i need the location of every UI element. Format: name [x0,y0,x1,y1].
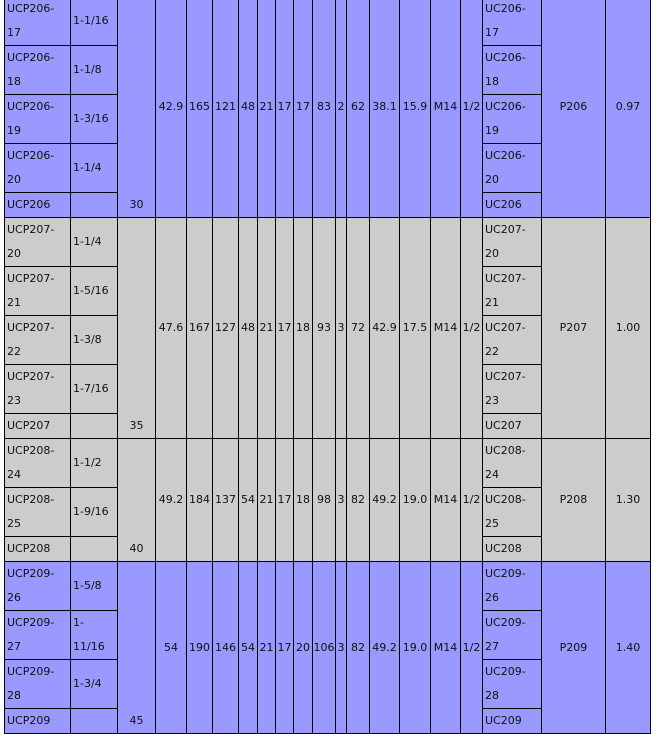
bore-inch-cell: 1-1/4 [71,218,118,267]
bore-mm-cell: 35 [118,218,156,439]
insert-number-cell: UC206- 17 [483,0,542,46]
group-ucp207 [5,218,651,439]
dim-a-cell: 165 [187,0,213,218]
bore-inch-cell: 1-9/16 [71,488,118,537]
dim-s1-cell: 21 [258,562,276,734]
insert-number-cell: UC207 [483,414,542,439]
dim-n-cell: 19.0 [400,439,431,562]
insert-number-cell: UC208- 25 [483,488,542,537]
dim-bolt-cell: M14 [431,0,461,218]
dim-bolt-cell: M14 [431,562,461,734]
table-row [5,218,651,267]
dim-h-cell: 54 [156,562,187,734]
insert-number-cell: UC209 [483,709,542,734]
part-number-cell: UCP206- 17 [5,0,71,46]
bore-inch-cell [71,709,118,734]
weight-cell: 1.00 [606,218,651,439]
bore-inch-cell: 1-1/4 [71,144,118,193]
dim-e-cell: 146 [213,562,239,734]
weight-cell: 1.40 [606,562,651,734]
part-number-cell: UCP206- 20 [5,144,71,193]
dim-inch-cell: 1/2 [461,218,483,439]
table-row [5,439,651,488]
insert-number-cell: UC209- 26 [483,562,542,611]
part-number-cell: UCP208 [5,537,71,562]
bore-inch-cell: 1-1/8 [71,46,118,95]
dim-l-cell: 72 [347,218,370,439]
dim-b-cell: 48 [239,218,258,439]
bore-inch-cell [71,414,118,439]
part-number-cell: UCP208- 25 [5,488,71,537]
dim-b-cell: 48 [239,0,258,218]
dim-e-cell: 137 [213,439,239,562]
part-number-cell: UCP208- 24 [5,439,71,488]
dim-w-cell: 3 [336,218,347,439]
dim-h1-cell: 49.2 [370,562,400,734]
dim-s1-cell: 21 [258,439,276,562]
housing-cell: P207 [542,218,606,439]
bore-inch-cell: 1- 11/16 [71,611,118,660]
dim-bolt-cell: M14 [431,218,461,439]
dim-h1-cell: 42.9 [370,218,400,439]
dim-j-cell: 106 [313,562,336,734]
dim-g-cell: 18 [294,218,313,439]
dim-w-cell: 3 [336,439,347,562]
dim-w-cell: 3 [336,562,347,734]
bore-mm-cell: 45 [118,562,156,734]
dim-bolt-cell: M14 [431,439,461,562]
dim-l-cell: 82 [347,562,370,734]
bore-inch-cell: 1-5/8 [71,562,118,611]
bore-inch-cell: 1-3/8 [71,316,118,365]
insert-number-cell: UC209- 27 [483,611,542,660]
dim-j-cell: 83 [313,0,336,218]
table-row [5,562,651,611]
bore-mm-cell: 30 [118,0,156,218]
dim-inch-cell: 1/2 [461,562,483,734]
dim-inch-cell: 1/2 [461,0,483,218]
insert-number-cell: UC209- 28 [483,660,542,709]
dim-s2-cell: 17 [276,562,294,734]
weight-cell: 1.30 [606,439,651,562]
group-ucp208 [5,439,651,562]
part-number-cell: UCP207- 22 [5,316,71,365]
dim-j-cell: 98 [313,439,336,562]
part-number-cell: UCP207- 21 [5,267,71,316]
dim-a-cell: 190 [187,562,213,734]
dim-s1-cell: 21 [258,0,276,218]
insert-number-cell: UC207- 23 [483,365,542,414]
dim-g-cell: 17 [294,0,313,218]
part-number-cell: UCP207- 20 [5,218,71,267]
part-number-cell: UCP209 [5,709,71,734]
table-row [5,0,651,46]
dim-s2-cell: 17 [276,0,294,218]
dim-n-cell: 17.5 [400,218,431,439]
insert-number-cell: UC208- 24 [483,439,542,488]
dim-h-cell: 42.9 [156,0,187,218]
dim-j-cell: 93 [313,218,336,439]
part-number-cell: UCP209- 26 [5,562,71,611]
housing-cell: P206 [542,0,606,218]
dim-w-cell: 2 [336,0,347,218]
dim-s1-cell: 21 [258,218,276,439]
insert-number-cell: UC207- 21 [483,267,542,316]
bore-inch-cell: 1-1/2 [71,439,118,488]
dim-l-cell: 62 [347,0,370,218]
housing-cell: P209 [542,562,606,734]
bore-inch-cell: 1-3/4 [71,660,118,709]
part-number-cell: UCP207 [5,414,71,439]
group-ucp206 [5,0,651,218]
housing-cell: P208 [542,439,606,562]
bore-mm-cell: 40 [118,439,156,562]
part-number-cell: UCP209- 28 [5,660,71,709]
dim-h-cell: 49.2 [156,439,187,562]
weight-cell: 0.97 [606,0,651,218]
part-number-cell: UCP207- 23 [5,365,71,414]
insert-number-cell: UC206 [483,193,542,218]
insert-number-cell: UC206- 19 [483,95,542,144]
insert-number-cell: UC207- 22 [483,316,542,365]
dim-s2-cell: 17 [276,439,294,562]
dim-b-cell: 54 [239,562,258,734]
insert-number-cell: UC208 [483,537,542,562]
group-ucp209 [5,562,651,734]
dim-h1-cell: 49.2 [370,439,400,562]
dim-inch-cell: 1/2 [461,439,483,562]
bore-inch-cell: 1-3/16 [71,95,118,144]
part-number-cell: UCP206- 19 [5,95,71,144]
bore-inch-cell: 1-5/16 [71,267,118,316]
dim-n-cell: 19.0 [400,562,431,734]
dim-s2-cell: 17 [276,218,294,439]
part-number-cell: UCP206- 18 [5,46,71,95]
dim-e-cell: 127 [213,218,239,439]
dim-h-cell: 47.6 [156,218,187,439]
part-number-cell: UCP209- 27 [5,611,71,660]
dim-h1-cell: 38.1 [370,0,400,218]
dim-l-cell: 82 [347,439,370,562]
dim-n-cell: 15.9 [400,0,431,218]
dim-a-cell: 184 [187,439,213,562]
bearing-spec-table [4,0,651,734]
insert-number-cell: UC207- 20 [483,218,542,267]
dim-g-cell: 20 [294,562,313,734]
dim-b-cell: 54 [239,439,258,562]
dim-e-cell: 121 [213,0,239,218]
bore-inch-cell: 1-7/16 [71,365,118,414]
bore-inch-cell [71,193,118,218]
insert-number-cell: UC206- 20 [483,144,542,193]
insert-number-cell: UC206- 18 [483,46,542,95]
dim-a-cell: 167 [187,218,213,439]
bore-inch-cell [71,537,118,562]
bore-inch-cell: 1-1/16 [71,0,118,46]
part-number-cell: UCP206 [5,193,71,218]
dim-g-cell: 18 [294,439,313,562]
